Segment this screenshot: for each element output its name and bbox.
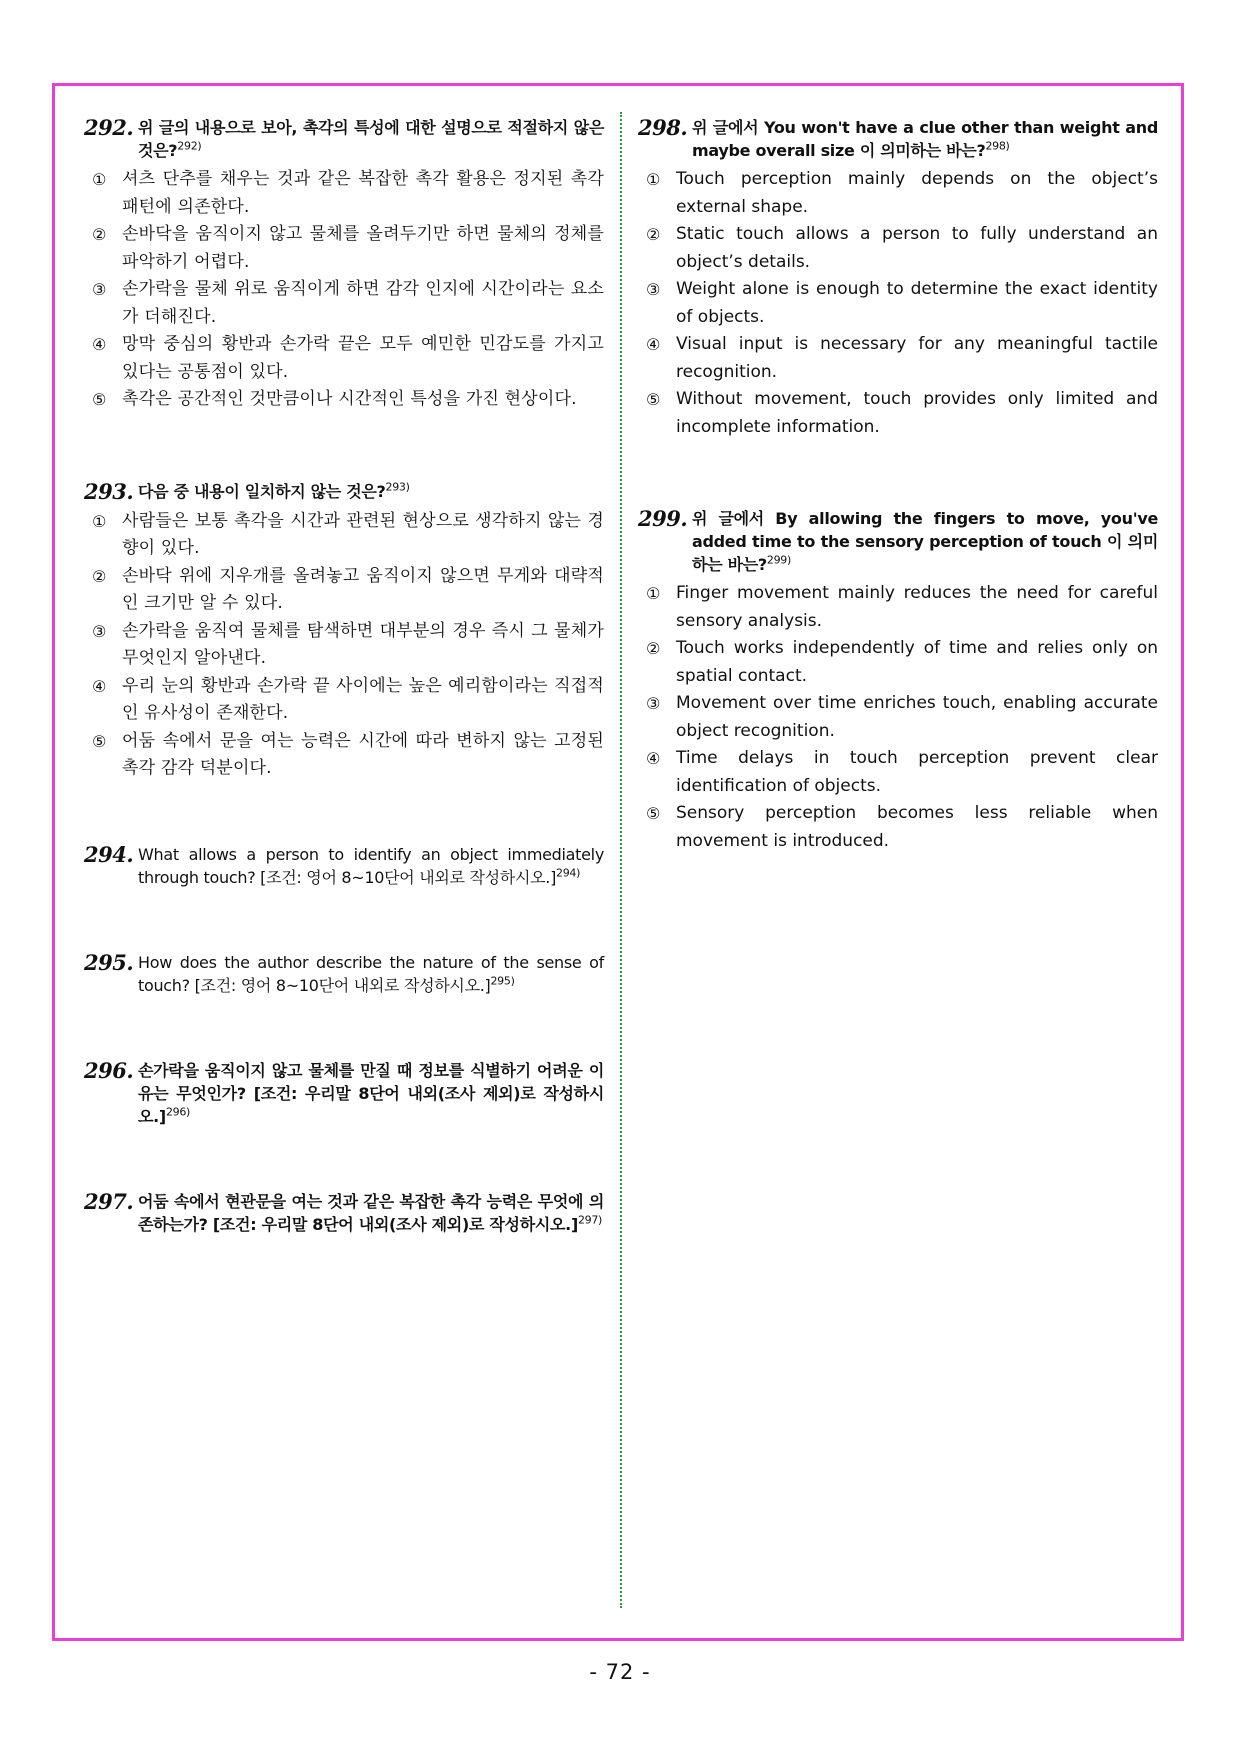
option-1[interactable]: ① 사람들은 보통 촉각을 시간과 관련된 현상으로 생각하지 않는 경향이 있다. [92,510,604,558]
question-295 [84,951,604,997]
page-number: - 72 - [589,1660,651,1684]
question-294 [84,843,604,889]
option-1[interactable]: ① Touch perception mainly depends on the object’s external shape. [646,169,1158,217]
footnote-marker: 299) [766,553,791,567]
question-prompt: 위 글의 내용으로 보아, 촉각의 특성에 대한 설명으로 적절하지 않은 것은?$^{292)}$ [138,118,604,160]
question-number: 293. [84,478,134,504]
option-list [638,580,1158,855]
footnote-marker: 292) [177,139,202,153]
question-prompt: 어둠 속에서 현관문을 여는 것과 같은 복잡한 촉각 능력은 무엇에 의존하는가? [조건: 우리말 8단어 내외(조사 제외)로 작성하시오.]$^{297)}$ [138,1191,604,1234]
question-298 [638,116,1158,441]
footnote-marker: 297) [577,1213,603,1227]
footnote-marker: 298) [985,139,1010,153]
question-prompt: What allows a person to identify an object immediately through touch? [조건: 영어 8~10단어 내외로 작성하시오.]$^{294)}$ [138,844,604,887]
option-5[interactable]: ⑤ 어둠 속에서 문을 여는 능력은 시간에 따라 변하지 않는 고정된 촉각 감각 덕분이다. [92,730,604,778]
question-number: 296. [84,1057,134,1083]
question-number: 294. [84,841,134,867]
question-293 [84,480,604,783]
question-292 [84,116,604,414]
question-prompt: 손가락을 움직이지 않고 물체를 만질 때 정보를 식별하기 어려운 이유는 무엇인가? [조건: 우리말 8단어 내외(조사 제외)로 작성하시오.]$^{296)}$ [138,1060,604,1126]
question-number: 297. [84,1188,134,1214]
option-4[interactable]: ④ 망막 중심의 황반과 손가락 끝은 모두 예민한 민감도를 가지고 있다는 공통점이 있다. [92,334,604,382]
question-number: 292. [84,115,134,140]
question-number: 299. [638,506,688,531]
option-2[interactable]: ② Touch works independently of time and relies only on spatial contact. [646,638,1158,686]
question-prompt: 다음 중 내용이 일치하지 않는 것은?$^{293)}$ [138,480,410,501]
option-1[interactable]: ① 셔츠 단추를 채우는 것과 같은 복잡한 촉각 활용은 정지된 촉각 패턴에 의존한다. [92,169,604,217]
question-prompt: 위 글에서 By allowing the fingers to move, you've added time to the sensory perception of touch 이 의미하는 바는?$^{299)}$ [692,509,1158,574]
question-prompt: 위 글에서 You won't have a clue other than weight and maybe overall size 이 의미하는 바는?$^{298)}$ [692,118,1158,160]
option-5[interactable]: ⑤ 촉각은 공간적인 것만큼이나 시간적인 특성을 가진 현상이다. [92,389,577,409]
option-list [638,166,1158,441]
left-column [84,116,604,1236]
option-5[interactable]: ⑤ Without movement, touch provides only limited and incomplete information. [646,389,1158,437]
question-296 [84,1059,604,1128]
option-2[interactable]: ② 손바닥을 움직이지 않고 물체를 올려두기만 하면 물체의 정체를 파악하기 어렵다. [92,224,604,272]
option-3[interactable]: ③ 손가락을 물체 위로 움직이게 하면 감각 인지에 시간이라는 요소가 더해진다. [92,279,604,327]
right-column [638,116,1158,855]
option-2[interactable]: ② 손바닥 위에 지우개를 올려놓고 움직이지 않으면 무게와 대략적인 크기만 알 수 있다. [92,565,604,613]
footnote-marker: 296) [165,1105,191,1119]
option-5[interactable]: ⑤ Sensory perception becomes less reliable when movement is introduced. [646,803,1158,851]
option-1[interactable]: ① Finger movement mainly reduces the need for careful sensory analysis. [646,583,1158,631]
option-4[interactable]: ④ Time delays in touch perception prevent clear identification of objects. [646,748,1158,796]
footnote-marker: 293) [385,480,410,494]
option-3[interactable]: ③ 손가락을 움직여 물체를 탐색하면 대부분의 경우 즉시 그 물체가 무엇인지 알아낸다. [92,620,604,668]
option-3[interactable]: ③ Movement over time enriches touch, enabling accurate object recognition. [646,693,1158,741]
option-3[interactable]: ③ Weight alone is enough to determine the exact identity of objects. [646,279,1158,327]
option-list [84,508,604,783]
option-4[interactable]: ④ Visual input is necessary for any meaningful tactile recognition. [646,334,1158,382]
footnote-marker: 295) [490,974,515,988]
question-297 [84,1190,604,1236]
question-prompt: How does the author describe the nature of the sense of touch? [조건: 영어 8~10단어 내외로 작성하시오.]$^{295)}$ [138,952,604,995]
question-number: 298. [638,115,688,140]
option-2[interactable]: ② Static touch allows a person to fully understand an object’s details. [646,224,1158,272]
question-299 [638,507,1158,855]
footnote-marker: 294) [556,866,581,880]
option-list [84,166,604,414]
column-divider [620,112,622,1608]
question-number: 295. [84,949,134,975]
option-4[interactable]: ④ 우리 눈의 황반과 손가락 끝 사이에는 높은 예리함이라는 직접적인 유사성이 존재한다. [92,675,604,723]
